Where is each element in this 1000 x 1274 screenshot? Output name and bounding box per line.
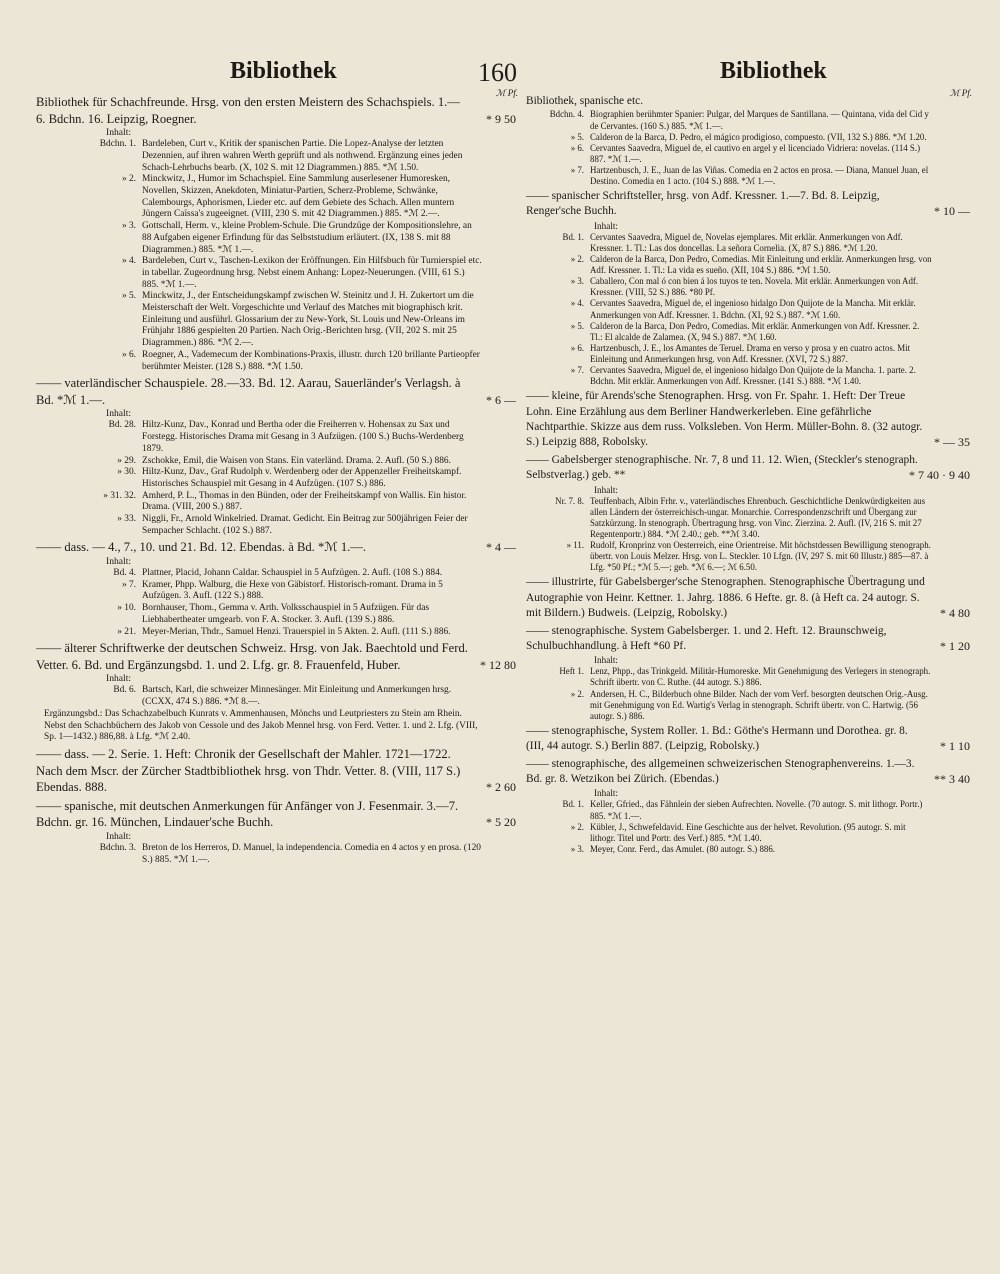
volume-item: [526, 321, 972, 343]
volume-description: Calderon de la Barca, Don Pedro, Comedias. Mit Einleitung und erklär. Anmerkungen hrsg. von Adf. Kressner. 1. Tl.: La vida es sueño. (XII, 104 S.) 886. *ℳ 1.50.: [590, 254, 932, 276]
catalog-entry: —— spanischer Schriftsteller, hrsg. von Adf. Kressner. 1.—7. Bd. 8. Leipzig, Renger'sche Buchh. * 10 —: [526, 190, 970, 219]
volume-item: [526, 844, 972, 855]
volume-number: » 3.: [121, 221, 136, 232]
volume-number: Bd. 28.: [108, 420, 136, 431]
header-left-title: Bibliothek: [230, 58, 337, 84]
volume-description: Breton de los Herreros, D. Manuel, la independencia. Comedia en 4 actos y en prosa. (120 S.) 885. *ℳ 1.—.: [142, 842, 481, 865]
volume-item: [36, 291, 518, 350]
volume-description: Cervantes Saavedra, Miguel de, Novelas ejemplares. Mit erklär. Anmerkungen von Adf. Kressner. 1. Tl.: Las dos doncellas. La señora Cornelia. (X, 87 S.) 886. *ℳ 1.20.: [590, 231, 903, 253]
volume-item: [36, 514, 518, 537]
volume-number: Bd. 1.: [562, 231, 584, 242]
volume-item: [36, 420, 518, 455]
entry-price: * 4 80: [940, 606, 970, 621]
volume-item: [526, 365, 972, 387]
volume-description: Cervantes Saavedra, Miguel de, el ingenioso hidalgo Don Quijote de la Mancha. 1. parte. 2. Bdchn. Mit erklär. Anmerkungen von Adf. Kressner. (141 S.) 888. *ℳ 1.40.: [590, 365, 916, 387]
catalog-entry: —— illustrirte, für Gabelsberger'sche Stenographen. Stenographische Übertragung und Autographie von Heinr. Kettner. 1. Jahrg. 1886. 6 Hefte. gr. 8. (à Heft ca. 24 autogr. S. mit Bildern.) Budweis. (Leipzig, Robolsky.) * 4 80: [526, 576, 970, 621]
catalog-entry: Bibliothek für Schachfreunde. Hrsg. von den ersten Meistern des Schachspiels. 1.—6. Bdchn. 16. Leipzig, Roegner. * 9 50: [36, 95, 516, 126]
volume-description: Bardeleben, Curt v., Kritik der spanischen Partie. Die Lopez-Analyse der letzten Dezennien, auf ihren wahren Werth geprüft und als nothwend. Ergänzung eines jeden Schach-Lehrbuchs bearb. (X, 102 S. mit 12 Diagrammen.) 885. *ℳ 1.50.: [142, 139, 463, 173]
catalog-entry: —— dass. — 4., 7., 10. und 21. Bd. 12. Ebendas. à Bd. *ℳ 1.—. * 4 —: [36, 540, 516, 555]
volume-item: [526, 298, 972, 320]
volume-number: » 7.: [121, 579, 136, 590]
volume-description: Bardeleben, Curt v., Taschen-Lexikon der Eröffnungen. Ein Hilfsbuch für Turnierspiel etc. in tabellar. Zugeordnung hrsg. Nebst einem Anhang: Lopez-Neuerungen. (VIII, 61 S.) 885. *ℳ 1.—.: [142, 256, 482, 290]
entry-price: * 7 40 · 9 40: [909, 468, 970, 483]
volume-item: [36, 456, 518, 468]
catalog-entry: —— stenographische, des allgemeinen schweizerischen Stenographenvereins. 1.—3. Bd. gr. 8. Wetzikon bei Zürich. (Ebendas.) ** 3 40: [526, 757, 970, 786]
volume-number: » 4.: [121, 256, 136, 267]
volume-description: Plattner, Placid, Johann Caldar. Schauspiel in 5 Aufzügen. 2. Aufl. (108 S.) 884.: [142, 568, 443, 579]
volume-number: » 5.: [570, 131, 584, 142]
volume-description: Teuffenbach, Albin Frhr. v., vaterländisches Ehrenbuch. Geschichtliche Denkwürdigkeiten aus allen Ländern der österreichisch-ungar. Monarchie. Correspondenzschrift und Übergang zur Satzkürzung. In stenograph. Übertragung hrsg. von Vinc. Zierzina. 2. Aufl. (IV, 216 S. mit 27 Regentenportr.) 884. *ℳ 2.40.; geb. **ℳ 3.40.: [590, 495, 926, 539]
volume-number: » 5.: [570, 320, 584, 331]
entry-price: * 1 10: [940, 739, 970, 754]
volume-description: Cervantes Saavedra, Miguel de, el cautivo en argel y el licenciado Vidriera: novelas. (114 S.) 887. *ℳ 1.—.: [590, 142, 921, 164]
catalog-entry: —— spanische, mit deutschen Anmerkungen für Anfänger von J. Fesenmair. 3.—7. Bdchn. gr. 16. München, Lindauer'sche Buchh. * 5 20: [36, 798, 516, 830]
volume-description: Andersen, H. C., Bilderbuch ohne Bilder. Nach der vom Verf. besorgten deutschen Orig.-Ausg. mit Genehmigung von Ed. Wartig's Verlag in stenograph. Schrift übertr. von C. Hartwig. (56 autogr. S.) 886.: [590, 688, 928, 721]
volume-item: [526, 822, 972, 844]
catalog-entry: —— Gabelsberger stenographische. Nr. 7, 8 und 11. 12. Wien, (Steckler's stenograph. Selbstverlag.) geb. ** * 7 40 · 9 40: [526, 453, 970, 483]
volume-description: Caballero, Con mal ó con bien á los tuyos te ten. Novela. Mit erklär. Anmerkungen von Adf. Kressner. (VIII, 52 S.) 886. *80 Pf.: [590, 276, 919, 298]
volume-description: Bartsch, Karl, die schweizer Minnesänger. Mit Einleitung und Anmerkungen hrsg. (CCXX, 474 S.) 886. *ℳ 8.—.: [142, 685, 452, 708]
volume-number: Bd. 6.: [113, 685, 136, 696]
volume-number: Heft 1.: [559, 666, 584, 677]
entry-price: * 10 —: [934, 204, 970, 219]
volume-number: » 33.: [117, 514, 136, 525]
volume-item: [526, 254, 972, 276]
contents-label: Inhalt:: [594, 220, 618, 231]
volume-number: » 30.: [117, 467, 136, 478]
volume-description: Bornhauser, Thom., Gemma v. Arth. Volksschauspiel in 5 Aufzügen. Für das Liebhabertheater umgearb. von F. A. Stocker. 3. Aufl. (139 S.) 886.: [142, 603, 430, 625]
volume-number: » 2.: [570, 688, 584, 699]
volume-number: » 3.: [570, 843, 584, 854]
entry-price: * — 35: [934, 435, 970, 450]
entry-price: * 9 50: [486, 111, 516, 126]
volume-number: » 21.: [117, 626, 136, 637]
volume-description: Minckwitz, J., Humor im Schachspiel. Eine Sammlung auserlesener Humoresken, Novellen, Skizzen, Anekdoten, Miniatur-Partien, Scherz-Probleme, Schwänke, Calembourgs, Aphorismen, Lieder etc. auf dem Gebiete des Schach. Allen muntern Jüngern Caïssa's zugeeignet. (VIII, 230 S. mit 42 Diagrammen.) 885. *ℳ 2.—.: [142, 174, 455, 220]
contents-label: Inhalt:: [594, 484, 618, 495]
volume-item: [36, 256, 518, 291]
volume-description: Kramer, Phpp. Walburg, die Hexe von Gäbistorf. Historisch-romant. Drama in 5 Aufzügen. 3. Aufl. (122 S.) 888.: [142, 579, 443, 602]
volume-number: » 7.: [570, 164, 584, 175]
volume-item: [526, 666, 972, 688]
entry-price: * 2 60: [486, 780, 516, 795]
volume-item: [526, 109, 972, 131]
volume-item: [526, 540, 972, 573]
volume-number: » 3.: [570, 276, 584, 287]
volume-number: » 6.: [570, 142, 584, 153]
entry-price: * 4 —: [486, 540, 516, 555]
volume-description: Gottschall, Herm. v., kleine Problem-Schule. Die Grundzüge der Kompositionslehre, an 88 Aufgaben eigener Erfindung für das Selbststudium erläutert. (IX, 138 S. mit 88 Diagrammen.) 885. *ℳ 1.—.: [142, 221, 472, 255]
volume-item: [526, 496, 972, 540]
header-right-title: Bibliothek: [720, 58, 827, 84]
contents-label: Inhalt:: [106, 127, 132, 139]
volume-item: [36, 491, 518, 514]
contents-label: Inhalt:: [594, 655, 618, 666]
volume-number: Bd. 1.: [562, 799, 584, 810]
volume-description: Meyer, Conr. Ferd., das Amulet. (80 autogr. S.) 886.: [590, 843, 776, 854]
volume-item: [526, 799, 972, 821]
volume-number: Bdchn. 4.: [549, 109, 584, 120]
volume-description: Keller, Gfried., das Fähnlein der sieben Aufrechten. Novelle. (70 autogr. S. mit lithogr. Portr.) 885. *ℳ 1.—.: [590, 799, 923, 821]
volume-item: [526, 232, 972, 254]
entry-price: * 6 —: [486, 392, 516, 407]
contents-label: Inhalt:: [106, 830, 132, 842]
volume-number: Nr. 7. 8.: [555, 495, 584, 506]
volume-item: [36, 627, 518, 639]
volume-number: » 10.: [117, 603, 136, 614]
volume-number: » 11.: [566, 540, 584, 550]
volume-description: Cervantes Saavedra, Miguel de, el ingenioso hidalgo Don Quijote de la Mancha. Mit erklär. Anmerkungen von Adf. Kressner. 1. Bdchn. (XI, 92 S.) 887. *ℳ 1.60.: [590, 298, 916, 320]
catalog-entry: —— stenographische. System Gabelsberger. 1. und 2. Heft. 12. Braunschweig, Schulbuchhandlung. à Heft *60 Pf. * 1 20: [526, 624, 970, 653]
volume-item: [36, 685, 518, 708]
volume-item: [36, 174, 518, 221]
volume-description: Calderon de la Barca, D. Pedro, el mágico prodigioso, compuesto. (VII, 132 S.) 886. *ℳ 1.20.: [590, 131, 927, 142]
volume-number: » 7.: [570, 365, 584, 375]
volume-number: » 6.: [121, 349, 136, 360]
entry-price: * 1 20: [940, 638, 970, 653]
volume-number: » 5.: [121, 291, 136, 302]
volume-description: Niggli, Fr., Arnold Winkelried. Dramat. Gedicht. Ein Beitrag zur 500jährigen Feier der Sempacher Schlacht. (102 S.) 887.: [142, 514, 468, 536]
volume-item: [36, 580, 518, 603]
volume-item: [526, 276, 972, 298]
page-number: 160: [478, 58, 517, 87]
price-column-heading: ℳ Pf.: [949, 88, 972, 98]
volume-number: » 31. 32.: [103, 490, 136, 501]
catalog-entry: —— dass. — 2. Serie. 1. Heft: Chronik der Gesellschaft der Mahler. 1721—1722. Nach dem Mscr. der Zürcher Stadtbibliothek hrsg. von Thdr. Vetter. 8. (VIII, 117 S.) Ebendas. 888. * 2 60: [36, 746, 516, 795]
volume-description: Amherd, P. L., Thomas in den Bünden, oder der Freiheitskampf von Wallis. Ein histor. Drama. (VIII, 200 S.) 887.: [142, 490, 467, 513]
volume-item: [526, 143, 972, 165]
volume-item: [526, 343, 972, 365]
entry-price: ** 3 40: [934, 772, 970, 786]
volume-number: Bdchn. 1.: [99, 139, 136, 150]
volume-item: [36, 568, 518, 580]
catalog-entry: —— stenographische, System Roller. 1. Bd.: Göthe's Hermann und Dorothea. gr. 8. (III, 44 autogr. S.) Berlin 887. (Leipzig, Robolsky.) * 1 10: [526, 724, 970, 754]
contents-label: Inhalt:: [106, 556, 132, 568]
volume-description: Lenz, Phpp., das Trinkgeld. Militär-Humoreske. Mit Genehmigung des Verlegers in stenograph. Schrift übertr. von C. Ruthe. (44 autogr. S.) 886.: [590, 666, 931, 688]
volume-number: » 2.: [570, 254, 584, 265]
volume-item: [526, 132, 972, 143]
volume-item: [36, 139, 518, 174]
contents-label: Inhalt:: [106, 673, 132, 685]
volume-description: Calderon de la Barca, Don Pedro, Comedias. Mit erklär. Anmerkungen von Adf. Kressner. 2. Tl.: El alcalde de Zalamea. (X, 94 S.) 887. *ℳ 1.60.: [590, 320, 920, 342]
catalog-entry: —— älterer Schriftwerke der deutschen Schweiz. Hrsg. von Jak. Baechtold und Ferd. Vetter. 6. Bd. und Ergänzungsbd. 1. und 2. Lfg. gr. 8. Frauenfeld, Huber. * 12 80: [36, 641, 516, 672]
volume-description: Kübler, J., Schwefeldavid. Eine Geschichte aus der helvet. Revolution. (95 autogr. S. mit lithogr. Titel und Portr. des Verf.) 885. *ℳ 1.40.: [590, 821, 906, 843]
volume-item: [36, 843, 518, 866]
volume-number: » 29.: [117, 455, 136, 466]
price-column-heading: ℳ Pf.: [495, 88, 518, 98]
volume-description: Hartzenbusch, J. E., Juan de las Viñas. Comedia en 2 actos en prosa. — Diana, Manuel Juan, el Destino. Comedia en 1 acto. (104 S.) 888. *ℳ 1.—.: [590, 164, 929, 186]
volume-item: [526, 165, 972, 187]
catalog-entry: —— kleine, für Arends'sche Stenographen. Hrsg. von Fr. Spahr. 1. Heft: Der Treue Lohn. Eine Erzählung aus dem Berliner Handwerkerleben. Eine gefährliche Nachtparthie. Skizze aus dem russ. Volksleben. Von Herm. Müller-Bohn. 8. (32 autogr. S.) Leipzig 888, Robolsky. * — 35: [526, 390, 970, 450]
volume-description: Hartzenbusch, J. E., los Amantes de Teruel. Drama en verso y prosa y en cuatro actos. Mit Einleitung und Anmerkungen hrsg. von Adf. Kressner. (XVI, 72 S.) 887.: [590, 342, 911, 364]
catalog-entry: —— vaterländischer Schauspiele. 28.—33. Bd. 12. Aarau, Sauerländer's Verlagsh. à Bd. *ℳ 1.—. * 6 —: [36, 376, 516, 407]
volume-number: » 2.: [121, 174, 136, 185]
volume-description: Hiltz-Kunz, Dav., Konrad und Bertha oder die Freiherren v. Hohensax zu Sax und Forstegg. Historisches Drama mit Gesang in 3 Aufzügen. (100 S.) Buchs-Werdenberg 1879.: [142, 420, 464, 454]
volume-number: Bdchn. 3.: [99, 842, 136, 853]
volume-item: [36, 603, 518, 626]
volume-item: [36, 350, 518, 373]
contents-label: Inhalt:: [106, 408, 132, 420]
volume-description: Meyer-Merian, Thdr., Samuel Henzi. Trauerspiel in 5 Akten. 2. Aufl. (111 S.) 886.: [142, 626, 451, 637]
volume-number: » 2.: [570, 821, 584, 832]
volume-item: [526, 689, 972, 722]
catalog-entry: Bibliothek, spanische etc.: [526, 95, 644, 107]
entry-price: * 12 80: [480, 657, 516, 672]
volume-description: Biographien berühmter Spanier: Pulgar, del Marques de Santillana. — Quintana, vida del Cid y de Cervantes. (160 S.) 885. *ℳ 1.—.: [590, 109, 929, 131]
volume-number: Bd. 4.: [113, 568, 136, 579]
left-column: [36, 88, 518, 866]
volume-number: » 6.: [570, 342, 584, 353]
supplement-note: Ergänzungsbd.: Das Schachzabelbuch Kunrats v. Ammenhausen, Mönchs und Leutpriesters zu Stein am Rhein. Nebst den Schachbüchern des Jakob von Cessole und des Jakob Mennel hrsg. von Ferd. Vetter. 1. und 2. Lfg. (VIII, Sp. 1—1432.) 886,88. à Lfg. *ℳ 2.40.: [44, 708, 478, 743]
volume-description: Roegner, A., Vademecum der Kombinations-Praxis, illustr. durch 120 brillante Partieopfer berühmter Meister. (128 S.) 888. *ℳ 1.50.: [142, 349, 480, 372]
volume-description: Zschokke, Emil, die Waisen von Stans. Ein vaterländ. Drama. 2. Aufl. (50 S.) 886.: [142, 455, 451, 466]
volume-description: Rudolf, Kronprinz von Oesterreich, eine Orientreise. Mit höchstdessen Bewilligung stenograph. übertr. von Louis Melzer. Hrsg. von L. Steckler. 10 Lfgn. (IV, 297 S. mit 60 Illustr.) 885—87. à Lfg. *50 Pf.; *ℳ 5.—; geb. *ℳ 6.—; ℳ 6.50.: [590, 540, 931, 573]
contents-label: Inhalt:: [594, 788, 618, 799]
entry-price: * 5 20: [486, 815, 516, 830]
volume-number: » 4.: [570, 298, 584, 309]
volume-description: Minckwitz, J., der Entscheidungskampf zwischen W. Steinitz und J. H. Zukertort um die Meisterschaft der Welt. Vorgeschichte und Verlauf des Matches mit biographisch krit. Einleitung und ausführl. Glossarium der zu New-York, St. Louis und New-Orleans im Frühjahr 1886 gespielten 20 Partien. Nach Orig.-Berichten hrsg. (VII, 202 S. mit 25 Diagrammen.) 886. *ℳ 2.—.: [142, 291, 474, 349]
right-column: [526, 88, 972, 855]
volume-item: [36, 467, 518, 490]
volume-item: [36, 221, 518, 256]
volume-description: Hiltz-Kunz, Dav., Graf Rudolph v. Werdenberg oder der Appenzeller Freiheitskampf. Historisches Schauspiel mit Gesang in 4 Aufzügen. (107 S.) 886.: [142, 467, 462, 489]
